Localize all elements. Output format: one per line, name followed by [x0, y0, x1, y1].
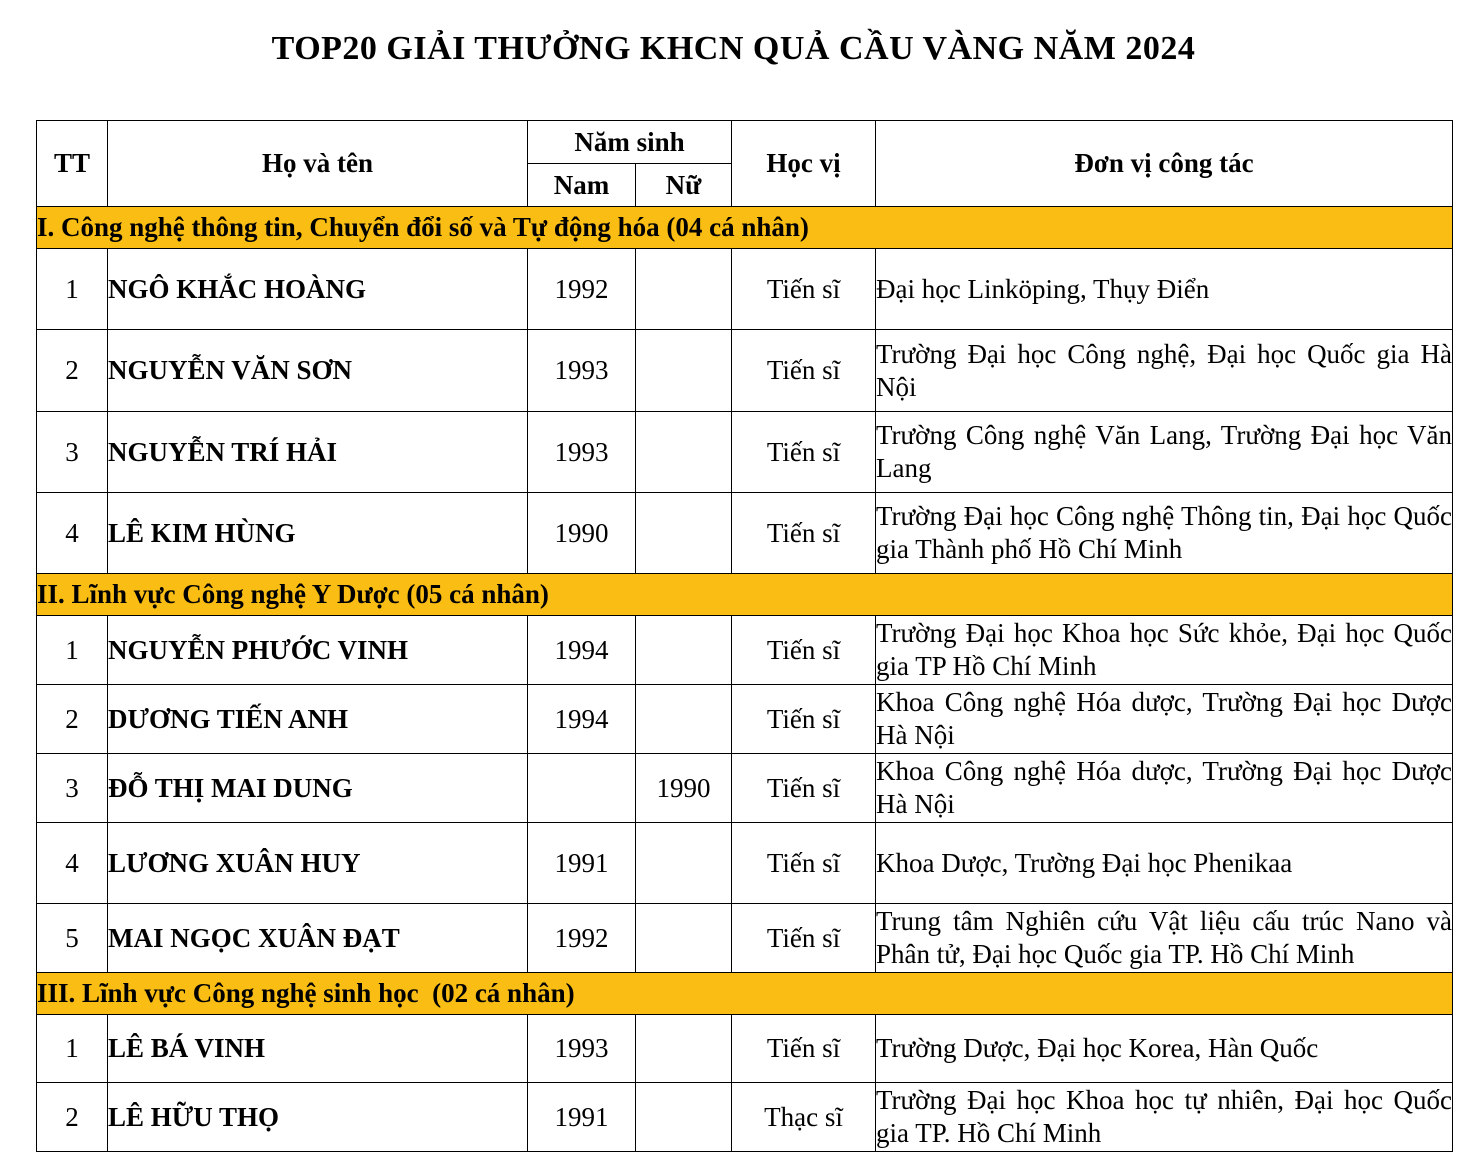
header-birth-year: Năm sinh: [528, 121, 732, 164]
birth-year-female: [636, 330, 732, 412]
row-number: 1: [37, 1015, 108, 1083]
organization: Khoa Công nghệ Hóa dược, Trường Đại học Dược Hà Nội: [876, 754, 1453, 823]
degree: Tiến sĩ: [732, 249, 876, 330]
degree: Tiến sĩ: [732, 493, 876, 574]
birth-year-female: [636, 1015, 732, 1083]
birth-year-female: [636, 685, 732, 754]
person-name: LÊ HỮU THỌ: [108, 1083, 528, 1152]
header-female: Nữ: [636, 164, 732, 207]
header-tt: TT: [37, 121, 108, 207]
organization: Đại học Linköping, Thụy Điển: [876, 249, 1453, 330]
birth-year-female: [636, 904, 732, 973]
degree: Tiến sĩ: [732, 412, 876, 493]
section-row: [37, 973, 1453, 1015]
birth-year-female: [636, 249, 732, 330]
organization: Khoa Công nghệ Hóa dược, Trường Đại học Dược Hà Nội: [876, 685, 1453, 754]
person-name: LÊ BÁ VINH: [108, 1015, 528, 1083]
degree: Tiến sĩ: [732, 823, 876, 904]
section-title: II. Lĩnh vực Công nghệ Y Dược (05 cá nhân): [37, 574, 1453, 616]
organization: Khoa Dược, Trường Đại học Phenikaa: [876, 823, 1453, 904]
row-number: 2: [37, 685, 108, 754]
birth-year-male: 1994: [528, 616, 636, 685]
section-title: I. Công nghệ thông tin, Chuyển đổi số và Tự động hóa (04 cá nhân): [37, 207, 1453, 249]
birth-year-male: 1991: [528, 823, 636, 904]
person-name: NGUYỄN TRÍ HẢI: [108, 412, 528, 493]
birth-year-female: [636, 823, 732, 904]
section-row: [37, 574, 1453, 616]
organization: Trường Đại học Công nghệ Thông tin, Đại học Quốc gia Thành phố Hồ Chí Minh: [876, 493, 1453, 574]
person-name: DƯƠNG TIẾN ANH: [108, 685, 528, 754]
birth-year-female: [636, 616, 732, 685]
person-name: LƯƠNG XUÂN HUY: [108, 823, 528, 904]
birth-year-male: 1990: [528, 493, 636, 574]
person-name: MAI NGỌC XUÂN ĐẠT: [108, 904, 528, 973]
person-name: LÊ KIM HÙNG: [108, 493, 528, 574]
birth-year-female: 1990: [636, 754, 732, 823]
birth-year-male: 1993: [528, 1015, 636, 1083]
row-number: 3: [37, 412, 108, 493]
section-title: III. Lĩnh vực Công nghệ sinh học (02 cá nhân): [37, 973, 1453, 1015]
table-row: [37, 754, 1453, 823]
header-name: Họ và tên: [108, 121, 528, 207]
awards-table: [36, 120, 1453, 1152]
degree: Tiến sĩ: [732, 904, 876, 973]
table-row: [37, 823, 1453, 904]
table-row: [37, 904, 1453, 973]
row-number: 5: [37, 904, 108, 973]
birth-year-male: 1993: [528, 412, 636, 493]
organization: Trường Công nghệ Văn Lang, Trường Đại học Văn Lang: [876, 412, 1453, 493]
birth-year-male: 1992: [528, 249, 636, 330]
table-row: [37, 412, 1453, 493]
birth-year-female: [636, 412, 732, 493]
page-title: TOP20 GIẢI THƯỞNG KHCN QUẢ CẦU VÀNG NĂM 2024: [271, 30, 1196, 67]
degree: Thạc sĩ: [732, 1083, 876, 1152]
birth-year-male: 1993: [528, 330, 636, 412]
table-row: [37, 1083, 1453, 1152]
degree: Tiến sĩ: [732, 616, 876, 685]
header-row: [37, 121, 1453, 164]
birth-year-female: [636, 493, 732, 574]
section-row: [37, 207, 1453, 249]
degree: Tiến sĩ: [732, 685, 876, 754]
row-number: 4: [37, 823, 108, 904]
organization: Trung tâm Nghiên cứu Vật liệu cấu trúc Nano và Phân tử, Đại học Quốc gia TP. Hồ Chí Minh: [876, 904, 1453, 973]
header-male: Nam: [528, 164, 636, 207]
header-degree: Học vị: [732, 121, 876, 207]
person-name: NGUYỄN PHƯỚC VINH: [108, 616, 528, 685]
person-name: NGÔ KHẮC HOÀNG: [108, 249, 528, 330]
row-number: 4: [37, 493, 108, 574]
row-number: 1: [37, 616, 108, 685]
organization: Trường Đại học Khoa học Sức khỏe, Đại học Quốc gia TP Hồ Chí Minh: [876, 616, 1453, 685]
organization: Trường Đại học Công nghệ, Đại học Quốc gia Hà Nội: [876, 330, 1453, 412]
organization: Trường Dược, Đại học Korea, Hàn Quốc: [876, 1015, 1453, 1083]
row-number: 3: [37, 754, 108, 823]
table-row: [37, 330, 1453, 412]
table-row: [37, 616, 1453, 685]
row-number: 2: [37, 330, 108, 412]
birth-year-male: 1991: [528, 1083, 636, 1152]
organization: Trường Đại học Khoa học tự nhiên, Đại học Quốc gia TP. Hồ Chí Minh: [876, 1083, 1453, 1152]
header-org: Đơn vị công tác: [876, 121, 1453, 207]
table-row: [37, 1015, 1453, 1083]
person-name: NGUYỄN VĂN SƠN: [108, 330, 528, 412]
degree: Tiến sĩ: [732, 754, 876, 823]
table-row: [37, 493, 1453, 574]
birth-year-male: [528, 754, 636, 823]
table-row: [37, 685, 1453, 754]
person-name: ĐỖ THỊ MAI DUNG: [108, 754, 528, 823]
row-number: 2: [37, 1083, 108, 1152]
birth-year-male: 1994: [528, 685, 636, 754]
birth-year-female: [636, 1083, 732, 1152]
birth-year-male: 1992: [528, 904, 636, 973]
degree: Tiến sĩ: [732, 1015, 876, 1083]
table-row: [37, 249, 1453, 330]
degree: Tiến sĩ: [732, 330, 876, 412]
row-number: 1: [37, 249, 108, 330]
